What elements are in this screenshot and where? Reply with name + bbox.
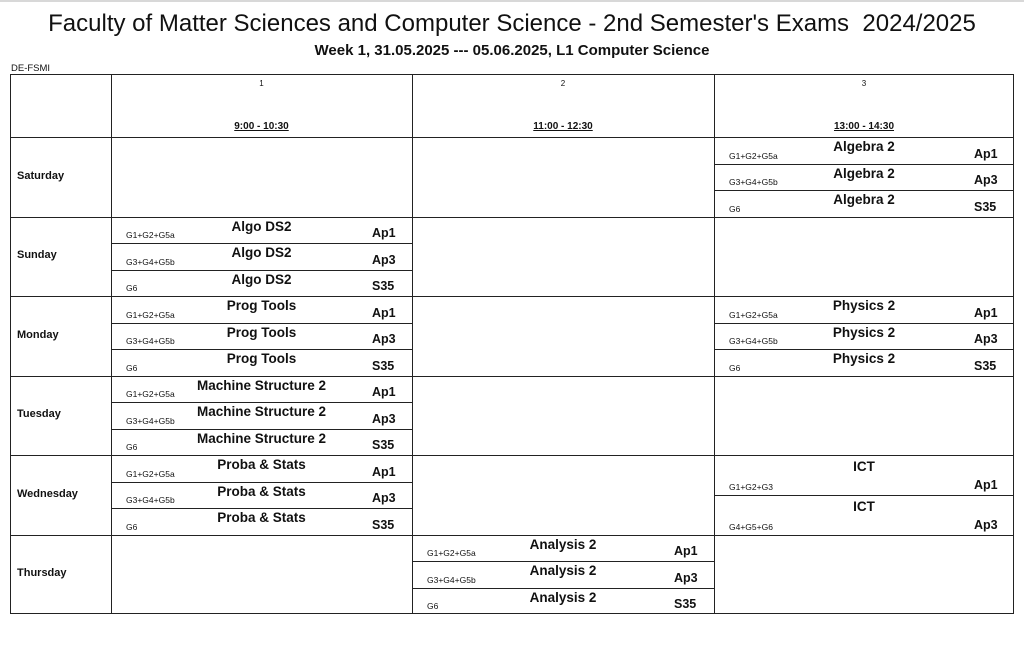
exam-room: Ap3 — [372, 491, 396, 505]
exam-course: Analysis 2 — [529, 536, 597, 552]
entry-divider — [111, 482, 412, 483]
column-time-slot: 9:00 - 10:30 — [234, 121, 289, 132]
row-divider — [11, 376, 1013, 377]
entry-divider — [111, 402, 412, 403]
exam-group: G3+G4+G5b — [427, 574, 476, 585]
exam-course: Algebra 2 — [833, 192, 895, 207]
exam-course: Machine Structure 2 — [196, 404, 327, 419]
top-divider — [0, 0, 1024, 2]
exam-room: Ap1 — [974, 305, 998, 320]
column-number: 2 — [560, 79, 566, 88]
exam-course: Analysis 2 — [529, 589, 597, 605]
exam-room: S35 — [974, 199, 997, 214]
exam-group: G1+G2+G3 — [729, 481, 773, 492]
exam-group: G6 — [126, 442, 138, 452]
exam-course: Algo DS2 — [231, 271, 292, 287]
exam-room: Ap1 — [372, 305, 396, 320]
row-divider — [11, 137, 1013, 138]
exam-group: G3+G4+G5b — [126, 336, 175, 346]
column-divider — [714, 75, 715, 613]
entry-divider — [714, 164, 1014, 165]
exam-group: G1+G2+G5a — [126, 468, 175, 479]
exam-room: S35 — [674, 597, 697, 611]
exam-room: Ap3 — [372, 252, 396, 267]
row-divider — [11, 455, 1013, 456]
exam-room: S35 — [372, 358, 395, 373]
entry-divider — [111, 323, 412, 324]
exam-course: Algo DS2 — [231, 218, 292, 234]
exam-course: ICT — [853, 498, 875, 514]
exam-room: Ap1 — [372, 464, 396, 479]
day-label: Wednesday — [17, 487, 78, 500]
page-title: Faculty of Matter Sciences and Computer Science - 2nd Semester's Exams 2024/2025 — [48, 10, 976, 37]
exam-course: Physics 2 — [832, 351, 896, 366]
exam-room: S35 — [372, 517, 395, 532]
exam-group: G3+G4+G5b — [126, 415, 175, 426]
exam-timetable — [10, 74, 1014, 614]
entry-divider — [111, 243, 412, 244]
column-divider — [111, 75, 112, 613]
exam-room: Ap1 — [974, 477, 998, 492]
column-number: 3 — [861, 79, 867, 88]
entry-divider — [111, 429, 412, 430]
entry-divider — [412, 561, 714, 562]
exam-room: S35 — [372, 279, 395, 293]
row-divider — [11, 217, 1013, 218]
exam-course: Proba & Stats — [217, 483, 306, 499]
exam-group: G1+G2+G5a — [126, 309, 175, 320]
exam-group: G3+G4+G5b — [729, 177, 778, 187]
exam-course: Machine Structure 2 — [196, 430, 327, 446]
exam-room: S35 — [372, 438, 395, 452]
day-label: Sunday — [17, 249, 57, 262]
entry-divider — [714, 495, 1014, 496]
exam-course: Physics 2 — [832, 298, 896, 313]
exam-course: Physics 2 — [832, 324, 896, 340]
exam-room: Ap3 — [974, 332, 998, 346]
column-time-slot: 13:00 - 14:30 — [833, 121, 895, 132]
exam-room: Ap3 — [372, 332, 396, 346]
exam-group: G1+G2+G5a — [126, 230, 175, 240]
exam-room: Ap3 — [974, 517, 998, 532]
exam-course: ICT — [853, 459, 875, 474]
day-label: Thursday — [17, 567, 67, 580]
exam-course: Proba & Stats — [217, 457, 306, 472]
page-subtitle: Week 1, 31.05.2025 --- 05.06.2025, L1 Computer Science — [314, 42, 710, 59]
entry-divider — [111, 349, 412, 350]
exam-room: Ap3 — [372, 411, 396, 426]
exam-course: Algo DS2 — [231, 245, 292, 260]
exam-room: S35 — [974, 358, 997, 373]
column-divider — [412, 75, 413, 613]
exam-group: G1+G2+G5a — [126, 389, 175, 399]
day-label: Tuesday — [17, 408, 61, 421]
exam-group: G1+G2+G5a — [729, 150, 778, 161]
exam-group: G1+G2+G5a — [729, 309, 778, 320]
department-code: DE-FSMI — [11, 63, 51, 74]
exam-room: Ap1 — [674, 544, 698, 558]
exam-group: G3+G4+G5b — [126, 256, 175, 267]
entry-divider — [412, 588, 714, 589]
exam-course: Algebra 2 — [833, 139, 895, 154]
exam-group: G6 — [126, 521, 138, 532]
exam-room: Ap1 — [974, 146, 998, 161]
exam-course: Prog Tools — [226, 298, 297, 313]
exam-group: G4+G5+G6 — [729, 521, 773, 532]
exam-course: Analysis 2 — [529, 563, 597, 578]
entry-divider — [111, 508, 412, 509]
exam-group: G6 — [427, 601, 439, 611]
column-number: 1 — [259, 79, 264, 88]
exam-group: G3+G4+G5b — [126, 495, 175, 505]
exam-group: G6 — [126, 362, 138, 373]
exam-room: Ap3 — [674, 570, 698, 585]
exam-room: Ap1 — [372, 226, 396, 240]
exam-group: G6 — [729, 362, 741, 373]
entry-divider — [714, 190, 1014, 191]
exam-group: G1+G2+G5a — [427, 548, 476, 558]
exam-course: Machine Structure 2 — [196, 377, 327, 393]
exam-group: G6 — [126, 283, 138, 293]
exam-room: Ap1 — [372, 385, 396, 399]
exam-course: Prog Tools — [226, 324, 297, 340]
exam-room: Ap3 — [974, 173, 998, 187]
exam-group: G6 — [729, 203, 741, 214]
exam-course: Prog Tools — [226, 351, 297, 366]
entry-divider — [714, 349, 1014, 350]
exam-group: G3+G4+G5b — [729, 336, 778, 346]
entry-divider — [111, 270, 412, 271]
exam-course: Proba & Stats — [217, 510, 306, 525]
entry-divider — [714, 323, 1014, 324]
day-label: Monday — [17, 328, 59, 341]
exam-course: Algebra 2 — [833, 165, 895, 181]
column-time-slot: 11:00 - 12:30 — [533, 121, 593, 132]
row-divider — [11, 535, 1013, 536]
day-label: Saturday — [17, 169, 65, 182]
row-divider — [11, 296, 1013, 297]
